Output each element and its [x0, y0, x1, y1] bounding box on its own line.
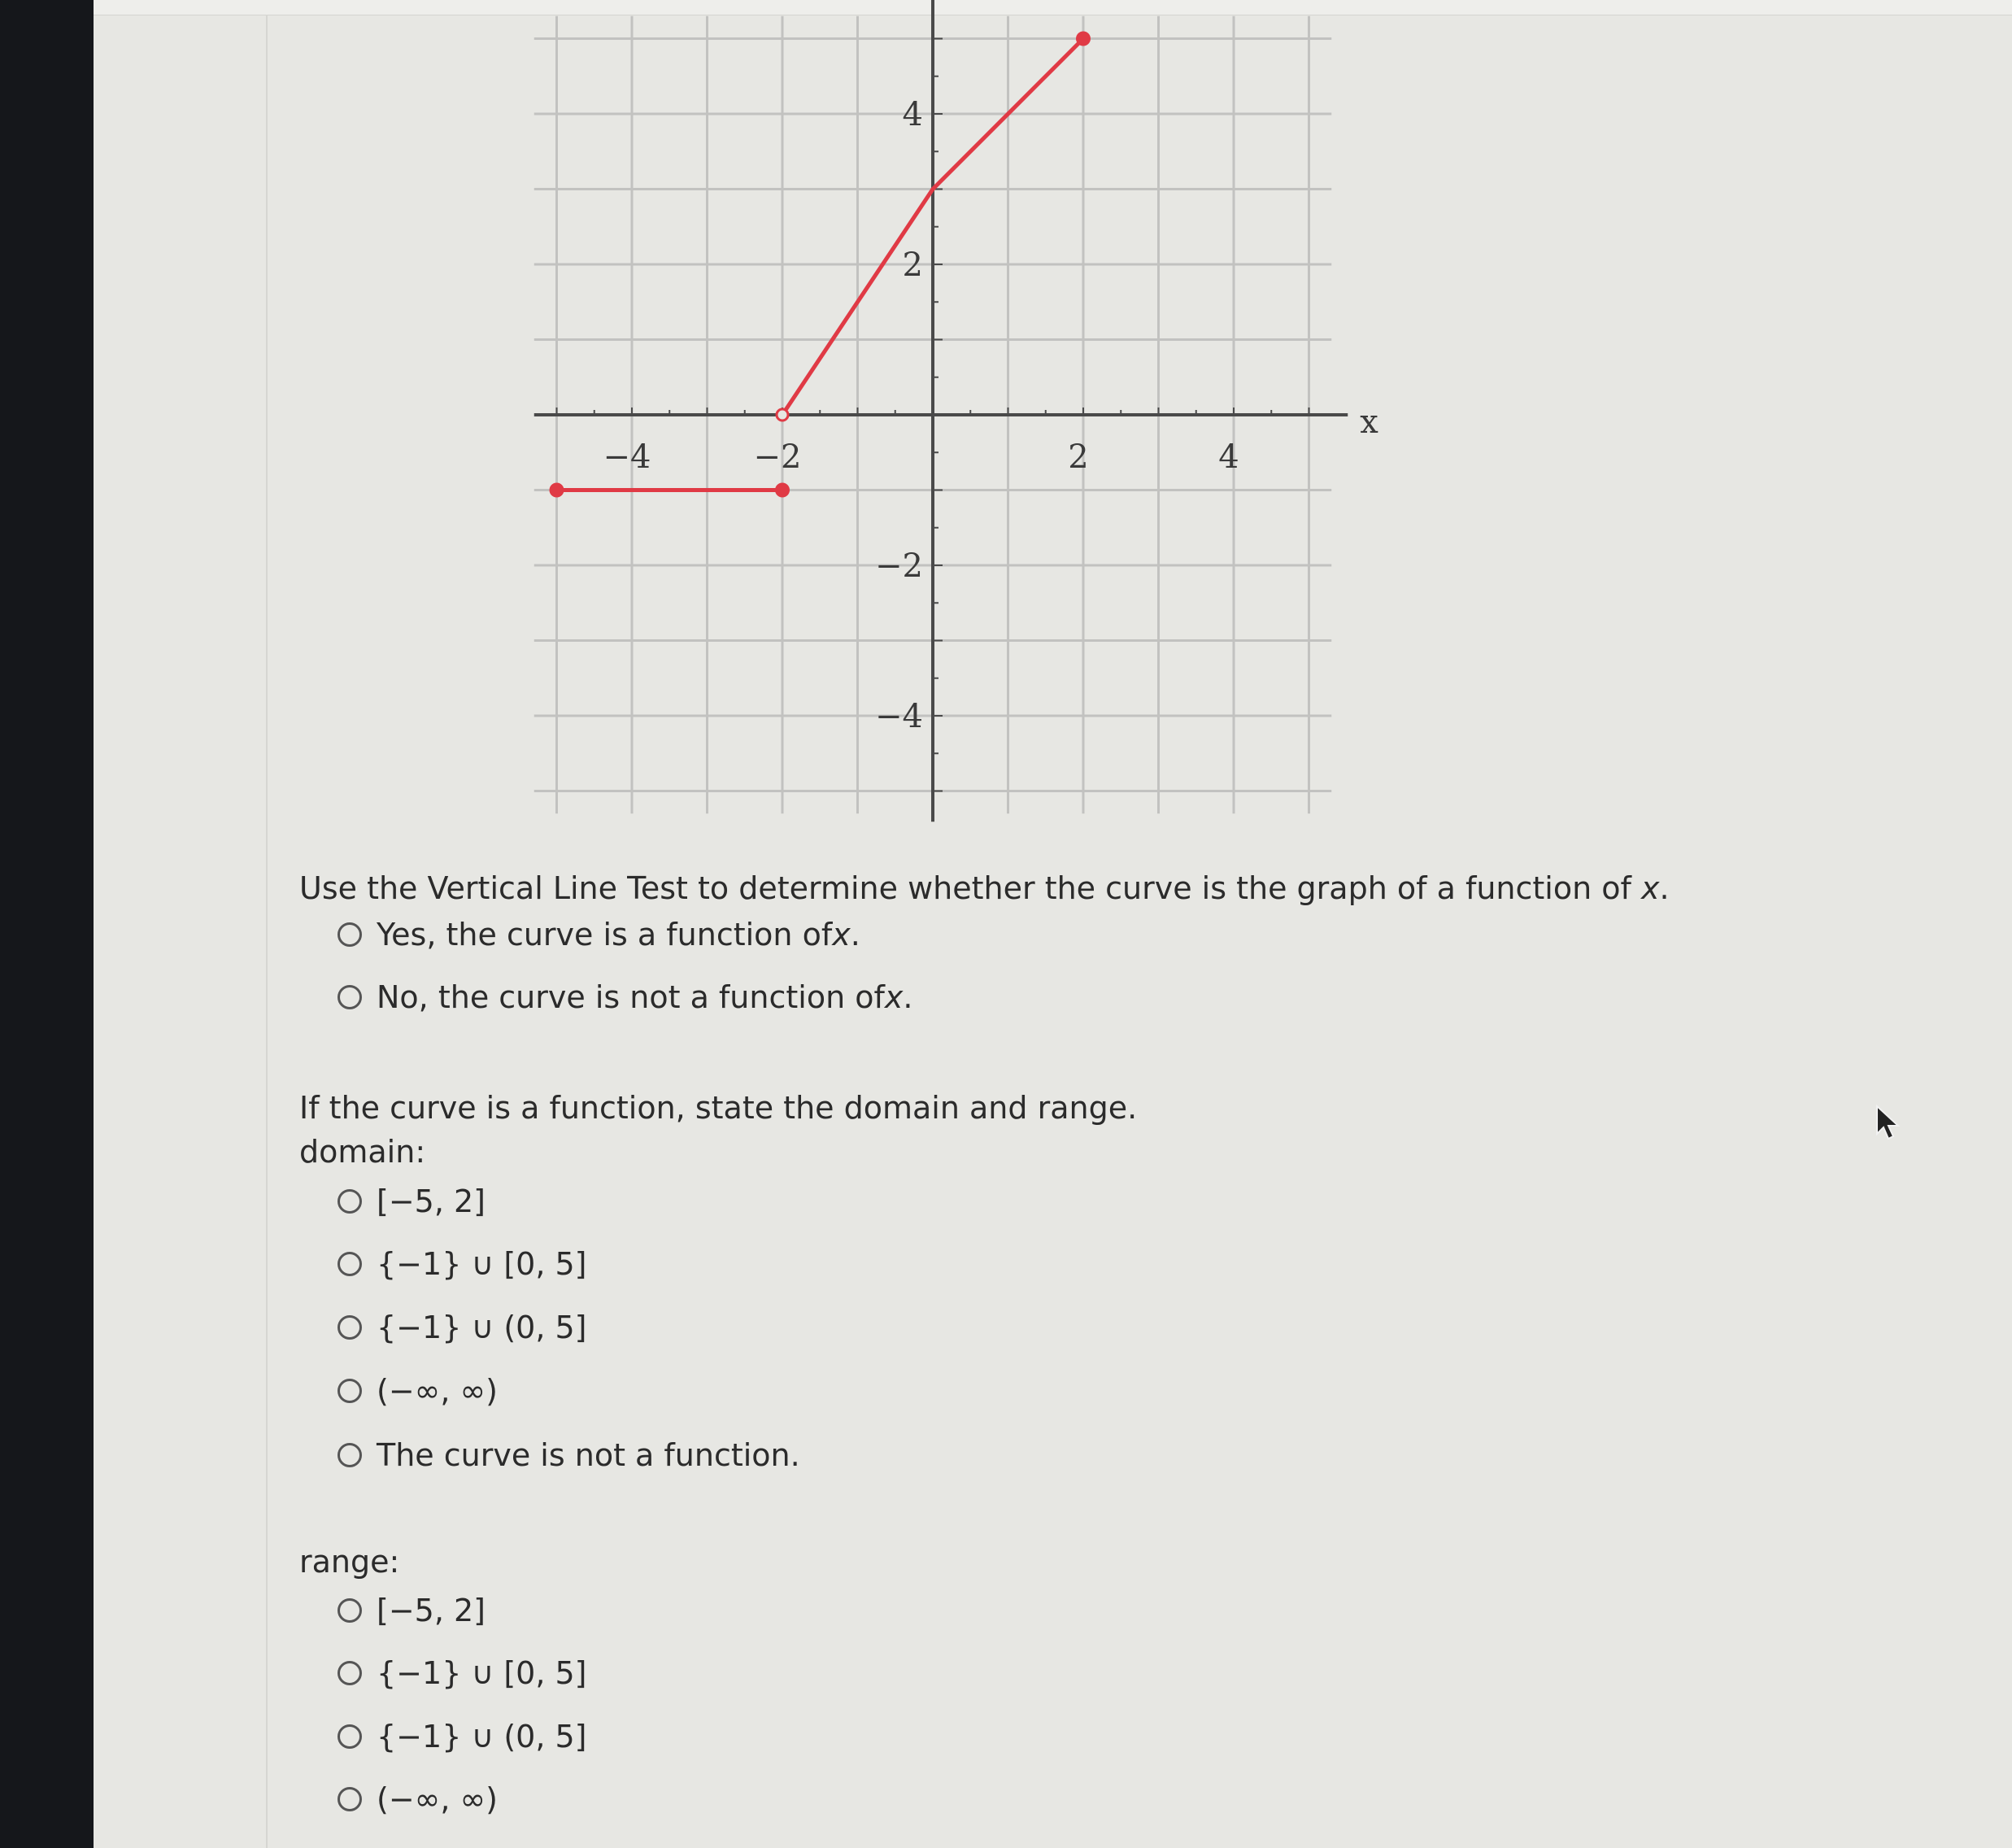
closed-endpoint	[775, 483, 790, 498]
graph-axes	[534, 0, 1348, 822]
x-axis-label: x	[1360, 403, 1378, 441]
radio-button[interactable]	[338, 922, 362, 947]
radio-button[interactable]	[338, 1315, 362, 1340]
x-tick-label: 2	[1068, 438, 1089, 476]
radio-button[interactable]	[338, 1189, 362, 1214]
x-tick-label: −4	[603, 438, 651, 476]
x-tick-label: 4	[1218, 438, 1239, 476]
y-tick-label: −2	[875, 547, 923, 585]
y-tick-label: −4	[875, 698, 923, 735]
domain-option-4[interactable]: (−∞, ∞)	[338, 1373, 498, 1409]
radio-button[interactable]	[338, 1661, 362, 1685]
question1-prompt: Use the Vertical Line Test to determine whether the curve is the graph of a function of x.	[299, 870, 1670, 906]
option-not-function[interactable]: No, the curve is not a function of x .	[338, 979, 912, 1015]
radio-button[interactable]	[338, 1598, 362, 1623]
y-tick-label: 4	[902, 96, 923, 133]
radio-button[interactable]	[338, 1724, 362, 1749]
range-option-4[interactable]: (−∞, ∞)	[338, 1781, 498, 1817]
mouse-cursor-icon	[1875, 1105, 1902, 1142]
function-graph	[520, 16, 1378, 822]
content-left-border	[266, 15, 268, 1848]
range-option-1[interactable]: [−5, 2]	[338, 1593, 486, 1628]
open-endpoint	[777, 409, 788, 421]
option-yes-function[interactable]: Yes, the curve is a function of x .	[338, 917, 860, 952]
closed-endpoint	[550, 483, 564, 498]
closed-endpoint	[1076, 32, 1091, 46]
range-label: range:	[299, 1544, 400, 1580]
question2-prompt: If the curve is a function, state the domain and range.	[299, 1090, 1138, 1126]
top-strip	[94, 0, 2012, 15]
radio-button[interactable]	[338, 1443, 362, 1467]
range-option-2[interactable]: {−1} ∪ [0, 5]	[338, 1655, 587, 1691]
y-tick-label: 2	[902, 246, 923, 284]
domain-option-3[interactable]: {−1} ∪ (0, 5]	[338, 1310, 587, 1345]
radio-button[interactable]	[338, 985, 362, 1009]
domain-option-not-function[interactable]: The curve is not a function.	[338, 1437, 800, 1473]
domain-option-2[interactable]: {−1} ∪ [0, 5]	[338, 1246, 587, 1282]
radio-button[interactable]	[338, 1379, 362, 1403]
radio-button[interactable]	[338, 1787, 362, 1811]
x-tick-label: −2	[753, 438, 802, 476]
radio-button[interactable]	[338, 1252, 362, 1276]
domain-option-1[interactable]: [−5, 2]	[338, 1183, 486, 1219]
range-option-3[interactable]: {−1} ∪ (0, 5]	[338, 1719, 587, 1754]
domain-label: domain:	[299, 1134, 426, 1170]
monitor-bezel	[0, 0, 94, 1848]
